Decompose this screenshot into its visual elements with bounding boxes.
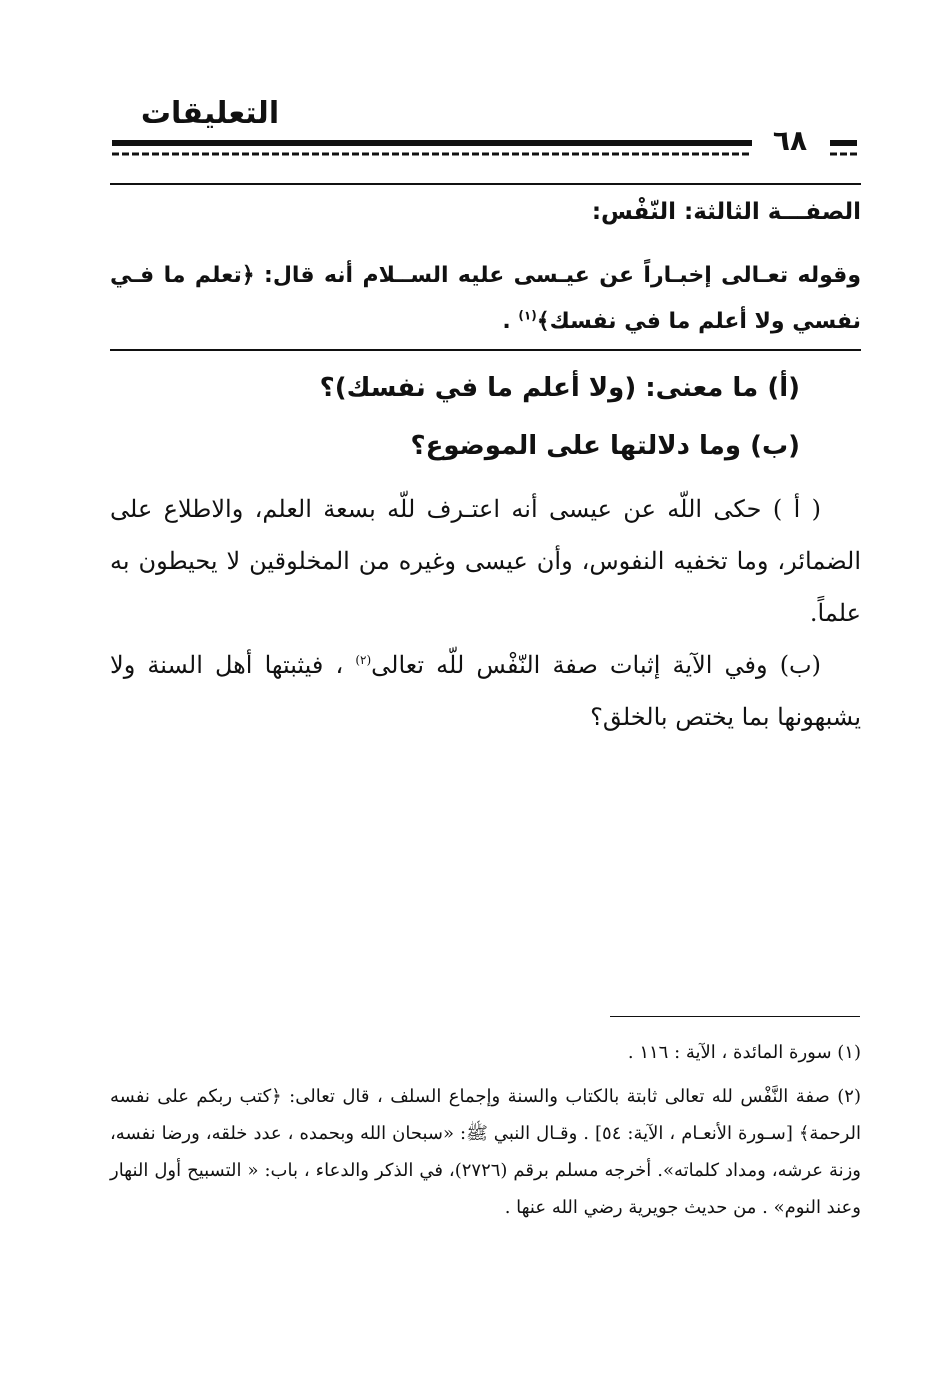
sub-question-b: (ب) وما دلالتها على الموضوع؟ xyxy=(410,431,800,461)
answer-b-text-end: ، فيثبتها أهل السنة ولا يشبهونها بما يختص بالخلق؟ xyxy=(110,651,861,731)
footnote-2-number: (٢) xyxy=(837,1086,861,1107)
page-number: ٦٨ xyxy=(772,124,808,157)
answer-a-text: ( أ ) حكى اللّه عن عيسى أنه اعتـرف للّه بسعة العلم، والاطلاع على الضمائر، وما تخفيه النفوس، وأن عيسى وغيره من المخلوقين لا يحيطون به علماً. xyxy=(110,495,861,627)
sub-question-a: (أ) ما معنى: (ولا أعلم ما في نفسك)؟ xyxy=(319,373,800,403)
footnote-1-text: سورة المائدة ، الآية : ١١٦ . xyxy=(627,1042,832,1063)
question-text xyxy=(110,253,861,345)
answer-paragraph-a xyxy=(110,483,861,639)
question-text-end: . xyxy=(502,309,519,334)
header-divider xyxy=(110,183,861,185)
footnote-marker-1: (١) xyxy=(518,308,537,323)
footnote-1 xyxy=(110,1034,861,1071)
running-header-title: التعليقات xyxy=(140,96,280,131)
footnote-marker-2: (٢) xyxy=(355,653,372,667)
question-divider xyxy=(110,349,861,351)
section-heading: الصفـــة الثالثة: النّفْس: xyxy=(591,199,861,225)
footnote-1-number: (١) xyxy=(837,1042,861,1063)
footnote-separator xyxy=(610,1016,860,1017)
header-rule-ornament xyxy=(112,138,857,164)
footnote-2-text: صفة النَّفْس لله تعالى ثابتة بالكتاب والسنة وإجماع السلف ، قال تعالى: ﴿كتب ربكم على نفسه الرحمة﴾ [سـورة الأنعـام ، الآية: ٥٤] . وقـال النبي ﷺ: «سبحان الله وبحمده ، عدد خلقه، ورضا نفسه، وزنة عرشه، ومداد كلماته». أخرجه مسلم برقم (٢٧٢٦)، في الذكر والدعاء ، باب: « التسبيح أول النهار وعند النوم» . من حديث جويرية رضي الله عنها . xyxy=(110,1086,862,1218)
footnote-2 xyxy=(110,1078,861,1226)
answer-b-text: (ب) وفي الآية إثبات صفة النّفْس للّه تعالى xyxy=(371,651,822,679)
answer-paragraph-b xyxy=(110,639,861,743)
question-text-body: وقوله تعـالى إخبـاراً عن عيـسى عليه الســلام أنه قال: ﴿تعلم ما فـي نفسي ولا أعلم ما في نفسك﴾ xyxy=(110,263,861,334)
